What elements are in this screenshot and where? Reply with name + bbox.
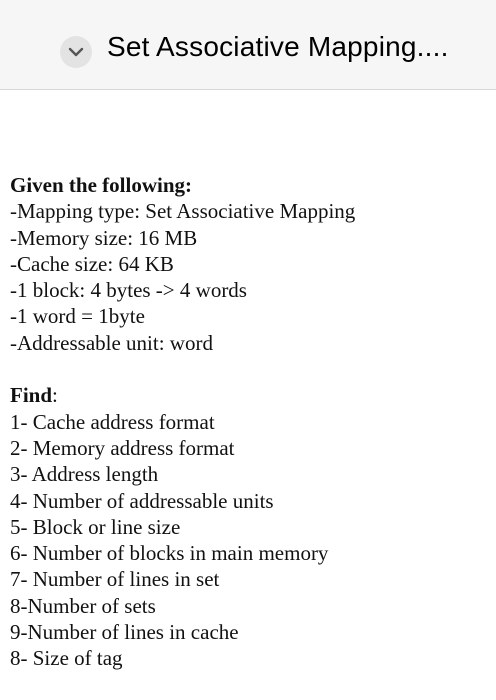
question-body bbox=[10, 172, 490, 672]
collapse-button[interactable] bbox=[60, 36, 92, 68]
find-item: 5- Block or line size bbox=[10, 514, 181, 539]
find-item: 6- Number of blocks in main memory bbox=[10, 541, 329, 566]
chevron-down-icon bbox=[68, 46, 84, 58]
section-gap bbox=[10, 356, 490, 382]
given-item: -Mapping type: Set Associative Mapping bbox=[10, 199, 356, 224]
find-heading-colon: : bbox=[52, 383, 58, 408]
given-heading: Given the following: bbox=[10, 173, 192, 197]
find-item: 1- Cache address format bbox=[10, 409, 215, 434]
find-item: 8- Size of tag bbox=[10, 646, 123, 671]
given-item: -1 word = 1byte bbox=[10, 304, 145, 329]
given-item: -Cache size: 64 KB bbox=[10, 251, 174, 276]
given-item: -1 block: 4 bytes -> 4 words bbox=[10, 278, 247, 303]
find-item: 3- Address length bbox=[10, 462, 159, 487]
find-item: 4- Number of addressable units bbox=[10, 488, 274, 513]
find-heading-line bbox=[10, 382, 490, 408]
given-item: -Memory size: 16 MB bbox=[10, 225, 198, 250]
header-bar bbox=[0, 0, 496, 90]
page-title: Set Associative Mapping.... bbox=[107, 31, 449, 62]
find-item: 7- Number of lines in set bbox=[10, 567, 220, 592]
find-item: 8-Number of sets bbox=[10, 593, 156, 618]
find-item: 2- Memory address format bbox=[10, 435, 235, 460]
find-heading: Find bbox=[10, 383, 53, 408]
find-item: 9-Number of lines in cache bbox=[10, 620, 239, 645]
given-item: -Addressable unit: word bbox=[10, 330, 213, 355]
